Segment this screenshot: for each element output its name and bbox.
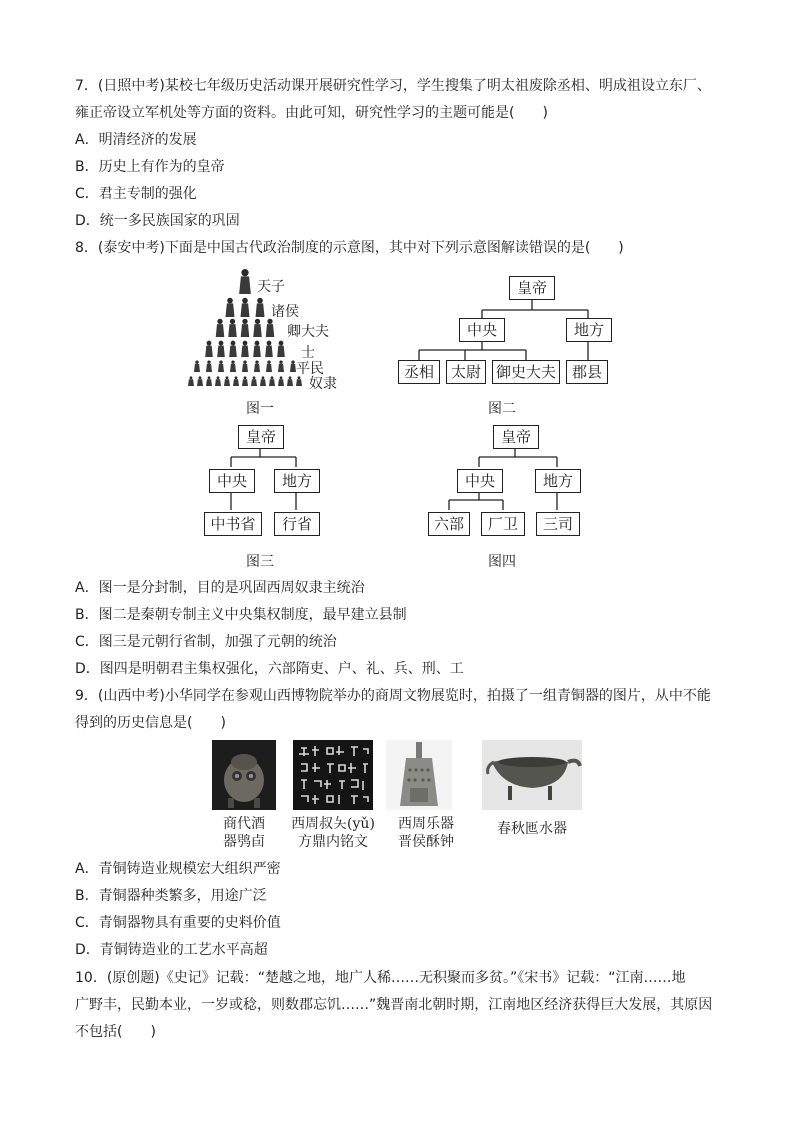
q9-option-b: B．青铜器种类繁多，用途广泛 [75, 888, 267, 904]
figure-4-caption: 图四 [488, 554, 516, 570]
bronze-caption-4 [482, 820, 582, 838]
fig2-bottom-box-4: 郡县 [566, 360, 608, 384]
fig4-bottom-box-1: 六部 [428, 512, 470, 536]
fig3-bottom-box-2: 行省 [274, 512, 320, 536]
fig2-bottom-box-2: 太尉 [446, 360, 486, 384]
bronze-caption-3-line2: 晋侯酥钟 [398, 834, 454, 850]
q8-option-c: C．图三是元朝行省制，加强了元朝的统治 [75, 634, 337, 650]
fig3-mid-box-central: 中央 [209, 469, 255, 493]
fig2-mid-box-central: 中央 [459, 318, 505, 342]
pyramid-level-5: 平民 [296, 361, 324, 377]
q9-stem-line1: 9．(山西中考)小华同学在参观山西博物院举办的商周文物展览时，拍摄了一组青铜器的图片，从中不能 [75, 688, 711, 704]
q7-option-b: B．历史上有作为的皇帝 [75, 159, 225, 175]
fig4-bottom-box-3: 三司 [536, 512, 580, 536]
bronze-bell-image [386, 740, 452, 810]
fig2-bottom-box-1: 丞相 [398, 360, 440, 384]
fig3-bottom-box-1: 中书省 [204, 512, 262, 536]
fig4-mid-box-central: 中央 [457, 469, 503, 493]
fig2-mid-box-local: 地方 [566, 318, 612, 342]
bronze-caption-1-line2: 器鸮卣 [223, 834, 265, 850]
figure-2-caption: 图二 [488, 401, 516, 417]
q9-option-d: D．青铜铸造业的工艺水平高超 [75, 942, 268, 958]
fig4-top-box: 皇帝 [493, 425, 539, 449]
q7-option-d: D．统一多民族国家的巩固 [75, 213, 240, 229]
q8-option-a: A．图一是分封制，目的是巩固西周奴隶主统治 [75, 580, 365, 596]
q10-stem-line2: 广野丰，民勤本业，一岁或稔，则数郡忘饥……”魏晋南北朝时期，江南地区经济获得巨大发展，其原因 [75, 997, 713, 1013]
fig3-mid-box-local: 地方 [274, 469, 320, 493]
fig4-mid-box-local: 地方 [535, 469, 581, 493]
bronze-caption-2-line2: 方鼎内铭文 [298, 834, 368, 850]
fig3-top-box: 皇帝 [238, 425, 284, 449]
figure-3-caption: 图三 [246, 554, 274, 570]
bronze-caption-1-line1: 商代酒 [223, 816, 265, 832]
pyramid-level-2: 诸侯 [271, 304, 299, 320]
q7-stem-line2: 雍正帝设立军机处等方面的资料。由此可知，研究性学习的主题可能是( ) [75, 105, 548, 121]
q9-stem-line2: 得到的历史信息是( ) [75, 715, 226, 731]
bronze-caption-4-line1: 春秋匜水器 [497, 821, 567, 837]
pyramid-level-3: 卿大夫 [287, 324, 329, 340]
q7-stem-line1: 7．(日照中考)某校七年级历史活动课开展研究性学习，学生搜集了明太祖废除丞相、明成祖设立东厂、 [75, 78, 711, 94]
fig2-top-box: 皇帝 [509, 276, 555, 300]
bronze-caption-1 [204, 815, 284, 851]
fig4-bottom-box-2: 厂卫 [481, 512, 525, 536]
bronze-caption-2-line1: 西周叔夨(yǔ) [291, 816, 375, 832]
q9-option-a: A．青铜铸造业规模宏大组织严密 [75, 861, 281, 877]
pyramid-level-4: 士 [301, 345, 315, 361]
bronze-caption-3-line1: 西周乐器 [398, 816, 454, 832]
q8-stem: 8．(泰安中考)下面是中国古代政治制度的示意图，其中对下列示意图解读错误的是( ) [75, 240, 624, 256]
bronze-caption-3 [384, 815, 468, 851]
fig2-bottom-box-3: 御史大夫 [492, 360, 560, 384]
q10-stem-line1: 10．(原创题)《史记》记载：“楚越之地，地广人稀……无积聚而多贫。”《宋书》记载：“江南……地 [75, 970, 686, 986]
bronze-water-vessel-image [482, 740, 582, 810]
bronze-caption-2 [280, 815, 386, 851]
pyramid-level-6: 奴隶 [309, 376, 337, 392]
q8-option-d: D．图四是明朝君主集权强化，六部隋吏、户、礼、兵、刑、工 [75, 661, 464, 677]
q8-option-b: B．图二是秦朝专制主义中央集权制度，最早建立县制 [75, 607, 407, 623]
bronze-owl-wine-vessel-image [212, 740, 276, 810]
figure-1-caption: 图一 [246, 401, 274, 417]
q7-option-a: A．明清经济的发展 [75, 132, 197, 148]
bronze-inscription-rubbing-image [293, 740, 373, 810]
pyramid-level-1: 天子 [257, 279, 285, 295]
q10-stem-line3: 不包括( ) [75, 1024, 156, 1040]
q9-option-c: C．青铜器物具有重要的史料价值 [75, 915, 281, 931]
q7-option-c: C．君主专制的强化 [75, 186, 197, 202]
